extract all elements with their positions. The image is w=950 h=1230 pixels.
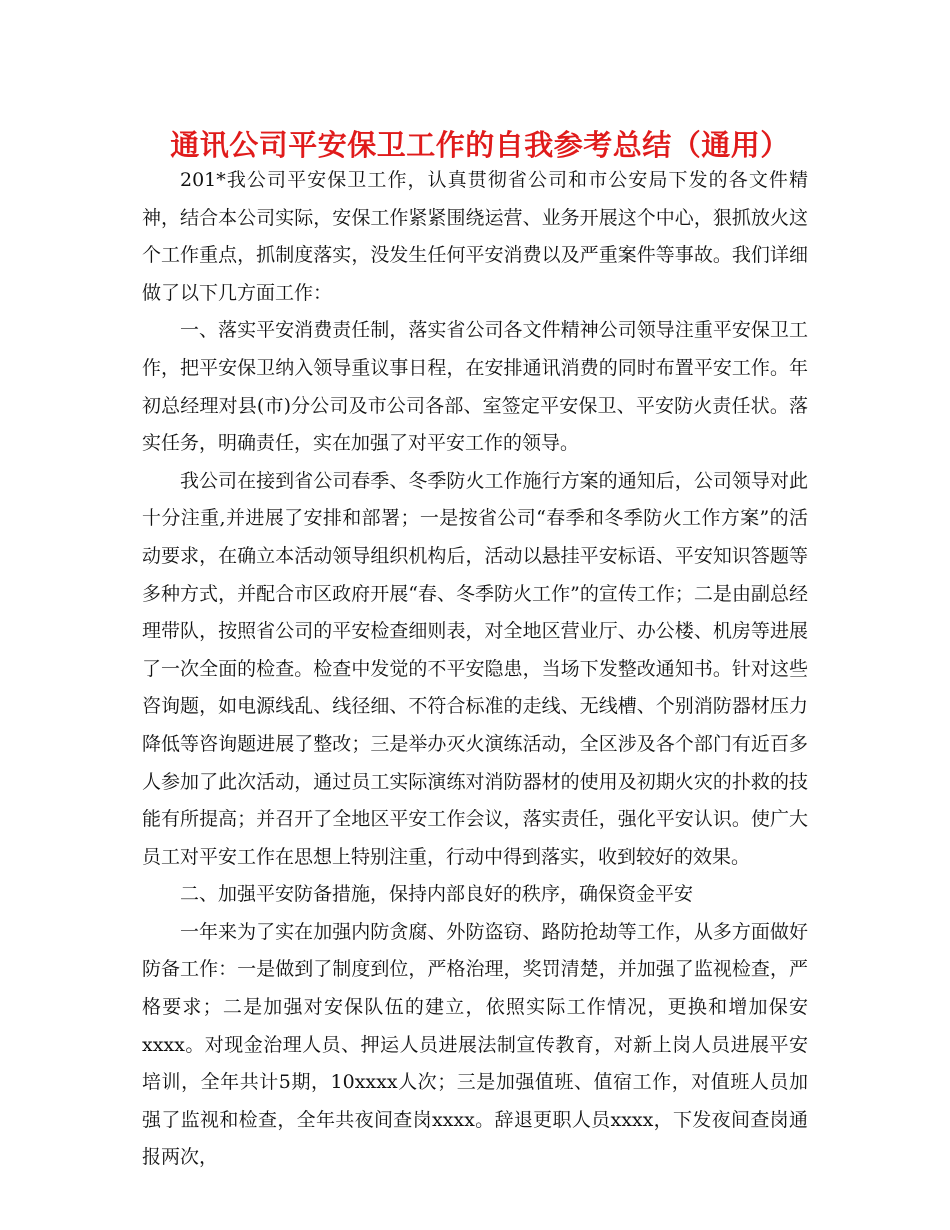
- paragraph-security-measures: 一年来为了实在加强内防贪腐、外防盗窃、路防抢劫等工作，从多方面做好防备工作：一是做到了制度到位，严格治理，奖罚清楚，并加强了监视检查，严格要求；二是加强对安保队伍的建立，依照实际工作情况，更换和增加保安xxxx。对现金治理人员、押运人员进展法制宣传教育，对新上岗人员进展平安培训，全年共计5期，10xxxx人次；三是加强值班、值宿工作，对值班人员加强了监视和检查，全年共夜间查岗xxxx。辞退更职人员xxxx，下发夜间查岗通报两次，: [142, 920, 808, 1169]
- document-title: 通讯公司平安保卫工作的自我参考总结（通用）: [170, 128, 790, 162]
- paragraph-section-1: 一、落实平安消费责任制，落实省公司各文件精神公司领导注重平安保卫工作，把平安保卫纳入领导重议事日程，在安排通讯消费的同时布置平安工作。年初总经理对县(市)分公司及市公司各部、室签定平安保卫、平安防火责任状。落实任务，明确责任，实在加强了对平安工作的领导。: [142, 319, 808, 455]
- document-body: [142, 162, 808, 1177]
- paragraph-intro: 201*我公司平安保卫工作，认真贯彻省公司和市公安局下发的各文件精神，结合本公司实际，安保工作紧紧围绕运营、业务开展这个中心，狠抓放火这个工作重点，抓制度落实，没发生任何平安消费以及严重案件等事故。我们详细做了以下几方面工作：: [142, 169, 808, 304]
- paragraph-fire-prevention: 我公司在接到省公司春季、冬季防火工作施行方案的通知后，公司领导对此十分注重,并进展了安排和部署；一是按省公司“春季和冬季防火工作方案”的活动要求，在确立本活动领导组织机构后，活动以悬挂平安标语、平安知识答题等多种方式，并配合市区政府开展“春、冬季防火工作”的宣传工作；二是由副总经理带队，按照省公司的平安检查细则表，对全地区营业厅、办公楼、机房等进展了一次全面的检查。检查中发觉的不平安隐患，当场下发整改通知书。针对这些咨询题，如电源线乱、线径细、不符合标准的走线、无线槽、个别消防器材压力降低等咨询题进展了整改；三是举办灭火演练活动，全区涉及各个部门有近百多人参加了此次活动，通过员工实际演练对消防器材的使用及初期火灾的扑救的技能有所提高；并召开了全地区平安工作会议，落实责任，强化平安认识。使广大员工对平安工作在思想上特别注重，行动中得到落实，收到较好的效果。: [142, 469, 808, 868]
- paragraph-section-2-heading: 二、加强平安防备措施，保持内部良好的秩序，确保资金平安: [180, 883, 694, 906]
